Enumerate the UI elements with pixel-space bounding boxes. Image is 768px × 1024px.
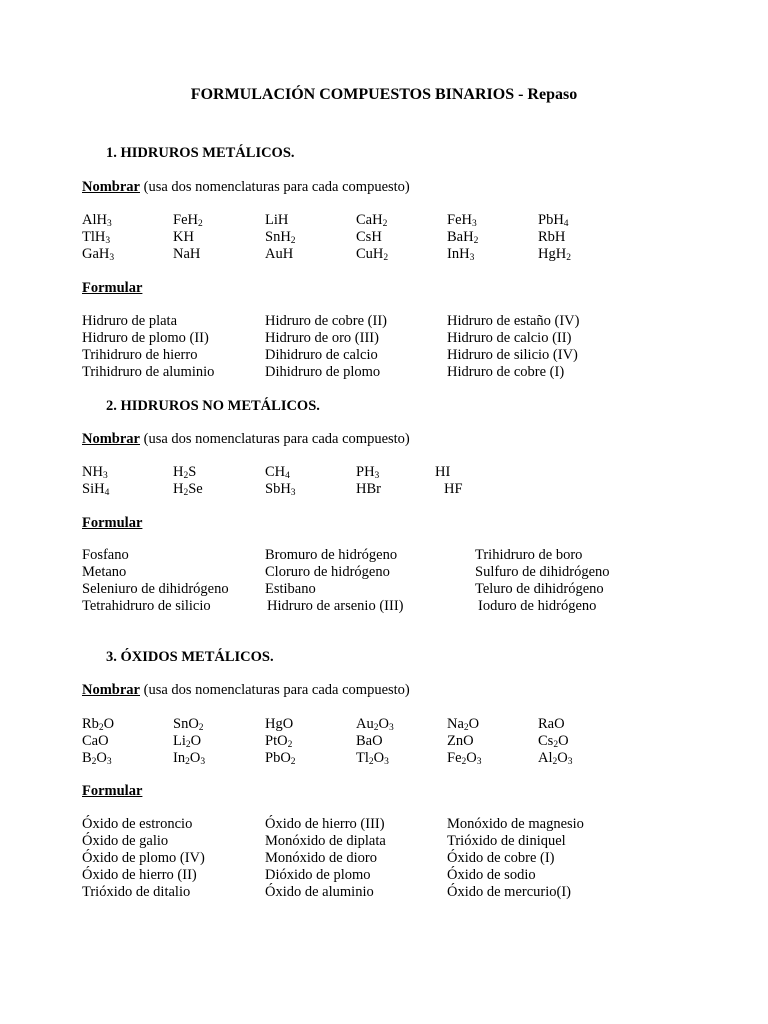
compound-name-row — [0, 816, 768, 833]
chemical-formula: SnH$_2$ — [265, 229, 296, 246]
formula-row — [0, 229, 768, 246]
chemical-formula: TlH$_3$ — [82, 229, 111, 246]
compound-name: Sulfuro de dihidrógeno — [475, 564, 610, 580]
chemical-formula: $Cs_2O$ — [538, 733, 569, 750]
compound-name: Estibano — [265, 581, 316, 597]
compound-name: Ioduro de hidrógeno — [478, 598, 597, 614]
compound-name: Seleniuro de dihidrógeno — [82, 581, 229, 597]
chemical-formula: CaO — [82, 733, 109, 749]
chemical-formula: $Au_2O_3$ — [356, 716, 394, 733]
formula-row — [0, 212, 768, 229]
formula-row — [0, 750, 768, 767]
formular-label: Formular — [82, 515, 143, 531]
compound-name: Óxido de estroncio — [82, 816, 193, 832]
nombrar-text: (usa dos nomenclaturas para cada compuesto) — [140, 179, 410, 195]
compound-name: Óxido de hierro (III) — [265, 816, 385, 832]
chemical-formula: $Li_2O$ — [173, 733, 202, 750]
chemical-formula: NaH — [173, 246, 201, 262]
compound-name: Óxido de galio — [82, 833, 169, 849]
compound-name: Hidruro de cobre (I) — [447, 364, 565, 380]
compound-name: Óxido de aluminio — [265, 884, 374, 900]
chemical-formula: PtO$_2$ — [265, 733, 293, 750]
chemical-formula: KH — [173, 229, 194, 245]
chemical-formula: $B_2O_3$ — [82, 750, 112, 767]
formular-label: Formular — [82, 280, 143, 296]
chemical-formula: InH$_3$ — [447, 246, 475, 263]
section-heading: 1. HIDRUROS METÁLICOS. — [106, 145, 295, 161]
compound-name-row — [0, 564, 768, 581]
compound-name: Trióxido de diniquel — [447, 833, 566, 849]
chemical-formula: $NH_3$ — [82, 464, 108, 481]
compound-name: Óxido de cobre (I) — [447, 850, 555, 866]
chemical-formula: BaO — [356, 733, 383, 749]
compound-name-row — [0, 347, 768, 364]
chemical-formula: $PH_3$ — [356, 464, 380, 481]
compound-name: Óxido de sodio — [447, 867, 536, 883]
compound-name: Hidruro de silicio (IV) — [447, 347, 578, 363]
chemical-formula: FeH$_2$ — [173, 212, 203, 229]
formula-row — [0, 733, 768, 750]
compound-name: Hidruro de calcio (II) — [447, 330, 572, 346]
compound-name: Bromuro de hidrógeno — [265, 547, 398, 563]
chemical-formula: $CH_4$ — [265, 464, 290, 481]
compound-name: Hidruro de cobre (II) — [265, 313, 387, 329]
compound-name: Monóxido de diplata — [265, 833, 386, 849]
compound-name: Hidruro de oro (III) — [265, 330, 379, 346]
compound-name: Teluro de dihidrógeno — [475, 581, 604, 597]
chemical-formula: RbH — [538, 229, 566, 245]
nombrar-label: Nombrar — [82, 682, 140, 698]
chemical-formula: $Al_2O_3$ — [538, 750, 573, 767]
nombrar-label: Nombrar — [82, 431, 140, 447]
chemical-formula: HBr — [356, 481, 381, 497]
chemical-formula: CaH$_2$ — [356, 212, 388, 229]
chemical-formula: ZnO — [447, 733, 474, 749]
compound-name-row — [0, 547, 768, 564]
compound-name: Tetrahidruro de silicio — [82, 598, 211, 614]
compound-name: Trióxido de ditalio — [82, 884, 191, 900]
compound-name-row — [0, 867, 768, 884]
chemical-formula: AlH$_3$ — [82, 212, 112, 229]
compound-name: Dihidruro de calcio — [265, 347, 378, 363]
compound-name-row — [0, 313, 768, 330]
chemical-formula: HgH$_2$ — [538, 246, 571, 263]
nombrar-instruction — [82, 179, 410, 196]
chemical-formula: GaH$_3$ — [82, 246, 115, 263]
formula-row — [0, 481, 768, 498]
compound-name: Metano — [82, 564, 127, 580]
chemical-formula: PbH$_4$ — [538, 212, 569, 229]
compound-name: Hidruro de estaño (IV) — [447, 313, 580, 329]
chemical-formula: AuH — [265, 246, 294, 262]
chemical-formula: PbO$_2$ — [265, 750, 296, 767]
compound-name: Dihidruro de plomo — [265, 364, 381, 380]
formula-row — [0, 716, 768, 733]
compound-name: Dióxido de plomo — [265, 867, 371, 883]
chemical-formula: HF — [444, 481, 463, 497]
compound-name: Monóxido de magnesio — [447, 816, 584, 832]
compound-name-row — [0, 833, 768, 850]
chemical-formula: HgO — [265, 716, 294, 732]
compound-name: Hidruro de plomo (II) — [82, 330, 209, 346]
compound-name-row — [0, 598, 768, 615]
compound-name: Hidruro de plata — [82, 313, 178, 329]
formula-row — [0, 464, 768, 481]
section-heading: 3. ÓXIDOS METÁLICOS. — [106, 649, 274, 665]
compound-name: Trihidruro de boro — [475, 547, 583, 563]
nombrar-text: (usa dos nomenclaturas para cada compuesto) — [140, 431, 410, 447]
compound-name-row — [0, 884, 768, 901]
chemical-formula: HI — [435, 464, 451, 480]
page-title: FORMULACIÓN COMPUESTOS BINARIOS - Repaso — [190, 86, 578, 103]
formular-label: Formular — [82, 783, 143, 799]
chemical-formula: $H_2Se$ — [173, 481, 203, 498]
nombrar-text: (usa dos nomenclaturas para cada compuesto) — [140, 682, 410, 698]
compound-name: Óxido de plomo (IV) — [82, 850, 205, 866]
chemical-formula: $In_2O_3$ — [173, 750, 206, 767]
compound-name: Óxido de mercurio(I) — [447, 884, 572, 900]
chemical-formula: BaH$_2$ — [447, 229, 479, 246]
nombrar-label: Nombrar — [82, 179, 140, 195]
compound-name: Hidruro de arsenio (III) — [267, 598, 404, 614]
chemical-formula: FeH$_3$ — [447, 212, 477, 229]
section-heading: 2. HIDRUROS NO METÁLICOS. — [106, 398, 320, 414]
chemical-formula: LiH — [265, 212, 289, 228]
chemical-formula: $Tl_2O_3$ — [356, 750, 389, 767]
chemical-formula: CuH$_2$ — [356, 246, 389, 263]
compound-name-row — [0, 581, 768, 598]
chemical-formula: SbH$_3$ — [265, 481, 296, 498]
nombrar-instruction — [82, 682, 410, 699]
compound-name: Trihidruro de hierro — [82, 347, 198, 363]
compound-name-row — [0, 364, 768, 381]
compound-name: Cloruro de hidrógeno — [265, 564, 390, 580]
formula-row — [0, 246, 768, 263]
chemical-formula: $H_2S$ — [173, 464, 197, 481]
compound-name-row — [0, 850, 768, 867]
compound-name: Fosfano — [82, 547, 129, 563]
chemical-formula: $Rb_2O$ — [82, 716, 115, 733]
chemical-formula: CsH — [356, 229, 382, 245]
nombrar-instruction — [82, 431, 410, 448]
chemical-formula: SnO$_2$ — [173, 716, 204, 733]
compound-name: Monóxido de dioro — [265, 850, 377, 866]
chemical-formula: $Na_2O$ — [447, 716, 480, 733]
compound-name-row — [0, 330, 768, 347]
chemical-formula: SiH$_4$ — [82, 481, 110, 498]
chemical-formula: $Fe_2O_3$ — [447, 750, 482, 767]
compound-name: Óxido de hierro (II) — [82, 867, 197, 883]
compound-name: Trihidruro de aluminio — [82, 364, 215, 380]
chemical-formula: RaO — [538, 716, 565, 732]
